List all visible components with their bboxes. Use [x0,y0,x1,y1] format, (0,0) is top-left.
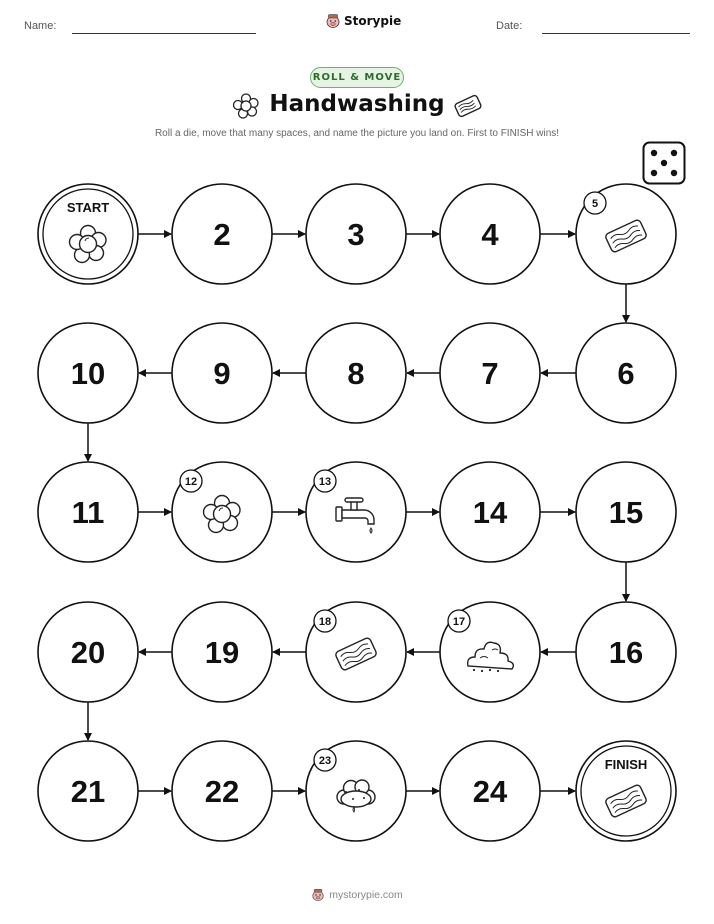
board-space[interactable] [38,602,138,702]
board-space[interactable] [440,184,540,284]
board-space[interactable] [172,741,272,841]
board-space[interactable] [576,184,676,284]
board-space[interactable] [440,462,540,562]
board-space[interactable] [172,323,272,423]
space-number: 21 [70,774,106,809]
board-space[interactable] [172,602,272,702]
board-space[interactable] [306,741,406,841]
board-space[interactable] [306,462,406,562]
space-number: 8 [347,356,365,391]
space-number: 22 [204,774,240,809]
space-number: 24 [472,774,508,809]
board-space[interactable] [576,462,676,562]
start-space[interactable] [38,184,138,284]
space-number: 14 [472,495,508,530]
space-number: 7 [481,356,499,391]
footer-pig-mascot-icon [311,888,325,902]
footer-url: mystorypie.com [329,889,403,901]
board-space[interactable] [172,462,272,562]
space-number: 17 [452,616,466,628]
board-space[interactable] [38,323,138,423]
roll-and-move-badge: ROLL & MOVE [310,67,404,88]
space-number: 16 [608,635,644,670]
space-number: 12 [184,476,198,488]
space-number: 4 [481,217,499,252]
board-space[interactable] [38,741,138,841]
space-number: 3 [347,217,365,252]
space-label: START [66,200,110,215]
board-space[interactable] [172,184,272,284]
space-number: 6 [617,356,635,391]
space-number: 13 [318,476,332,488]
space-number: 23 [318,755,332,767]
board-space[interactable] [576,602,676,702]
footer [0,888,714,902]
board-space[interactable] [440,741,540,841]
board-space[interactable] [306,602,406,702]
board-space[interactable] [576,323,676,423]
space-number: 18 [318,616,332,628]
brand-name: Storypie [344,14,402,28]
board-space[interactable] [440,602,540,702]
space-number: 20 [70,635,106,670]
date-label: Date: [496,20,523,32]
name-label: Name: [24,20,57,32]
space-number: 2 [213,217,231,252]
board-space[interactable] [306,323,406,423]
page-title: Handwashing [269,91,445,117]
space-number: 11 [71,495,105,530]
space-number: 9 [213,356,231,391]
board-space[interactable] [306,184,406,284]
instructions: Roll a die, move that many spaces, and name the picture you land on. First to FINISH wins! [154,128,560,139]
space-number: 5 [591,198,599,210]
space-number: 10 [70,356,106,391]
board-space[interactable] [38,462,138,562]
space-number: 19 [204,635,240,670]
space-number: 15 [608,495,644,530]
board-space[interactable] [440,323,540,423]
space-label: FINISH [604,757,648,772]
finish-space[interactable] [576,741,676,841]
